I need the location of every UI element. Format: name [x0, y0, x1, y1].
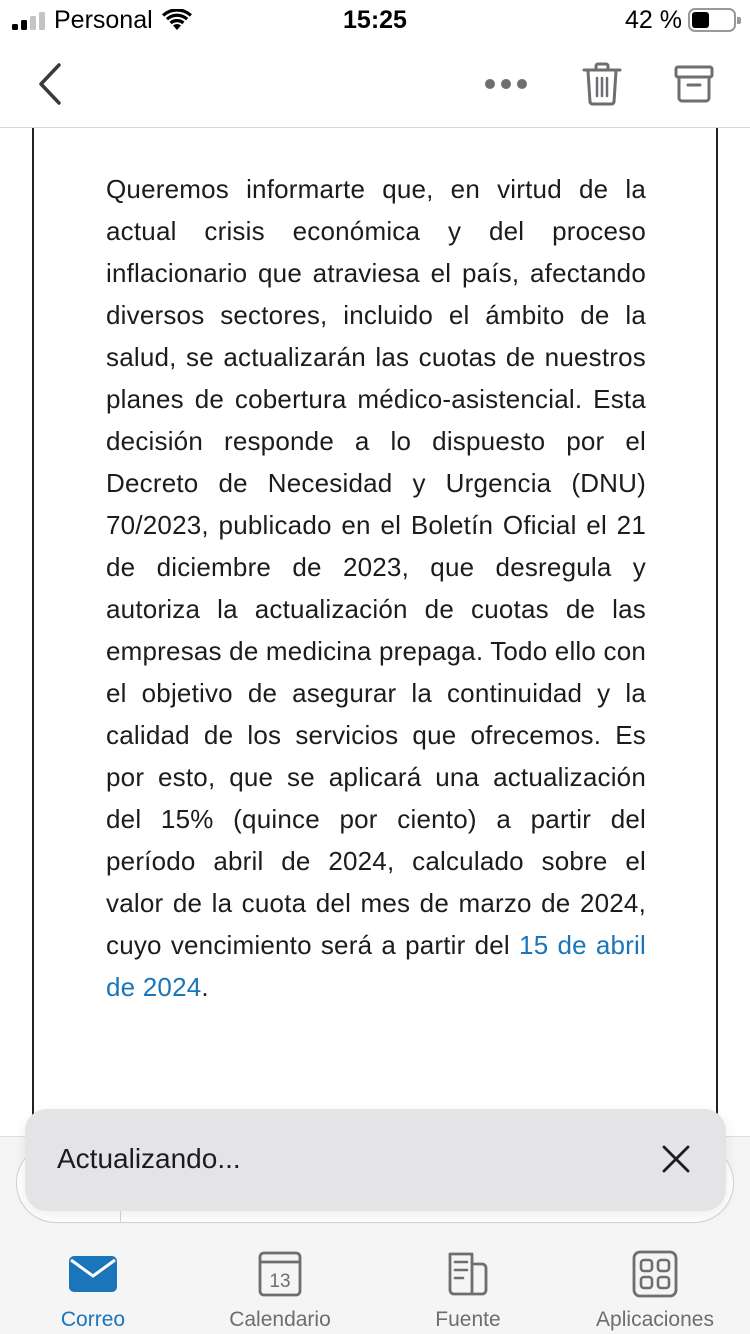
battery-icon: [688, 8, 736, 32]
close-icon: [662, 1145, 690, 1173]
mail-icon: [67, 1250, 119, 1298]
chevron-left-icon: [37, 62, 63, 106]
apps-grid-icon: [629, 1250, 681, 1298]
calendar-icon: [254, 1250, 306, 1298]
status-bar: [0, 0, 750, 44]
status-time: 15:25: [343, 6, 407, 34]
tab-calendar[interactable]: [200, 1250, 360, 1334]
message-trailing-period: .: [201, 972, 209, 1002]
tab-apps-label: Aplicaciones: [596, 1308, 714, 1331]
more-options-button[interactable]: [478, 60, 534, 108]
battery-percentage: 42 %: [625, 6, 682, 34]
tab-apps[interactable]: [575, 1250, 735, 1334]
carrier-name: Personal: [54, 6, 153, 34]
archive-button[interactable]: [668, 56, 720, 112]
message-body: [106, 168, 646, 1008]
message-body-frame: [32, 128, 718, 1138]
tab-calendar-label: Calendario: [229, 1308, 331, 1331]
message-toolbar: [0, 44, 750, 128]
back-button[interactable]: [28, 56, 72, 112]
feed-icon: [442, 1250, 494, 1298]
tab-feed-label: Fuente: [435, 1308, 501, 1331]
date-link[interactable]: 15 de abril de 2024: [106, 930, 646, 1002]
more-horizontal-icon: [484, 78, 528, 90]
message-paragraph: Queremos informarte que, en virtud de la actual crisis económica y del proceso inflacionario que atraviesa el país, afectando diversos sectores, incluido el ámbito de la salud, se actualizarán las cuotas de nuestros planes de cobertura médico-asistencial. Esta decisión responde a lo dispuesto por el Decreto de Necesidad y Urgencia (DNU) 70/2023, publicado en el Boletín Oficial el 21 de diciembre de 2023, que desregula y autoriza la actualización de cuotas de las empresas de medicina prepaga. Todo ello con el objetivo de asegurar la continuidad y la calidad de los servicios que ofrecemos. Es por esto, que se aplicará una actualización del 15% (quince por ciento) a partir del período abril de 2024, calculado sobre el valor de la cuota del mes de marzo de 2024, cuyo vencimiento será a partir del: [106, 174, 647, 960]
tab-mail[interactable]: [13, 1250, 173, 1334]
tab-bar: [0, 1236, 750, 1334]
updating-toast: [25, 1109, 726, 1211]
toast-close-button[interactable]: [656, 1139, 696, 1179]
delete-button[interactable]: [576, 56, 628, 112]
tab-feed[interactable]: [388, 1250, 548, 1334]
tab-mail-label: Correo: [60, 1308, 126, 1331]
trash-icon: [582, 62, 622, 106]
toast-message: Actualizando...: [57, 1143, 241, 1174]
archive-icon: [674, 64, 714, 104]
svg-text:13: 13: [269, 1271, 291, 1292]
